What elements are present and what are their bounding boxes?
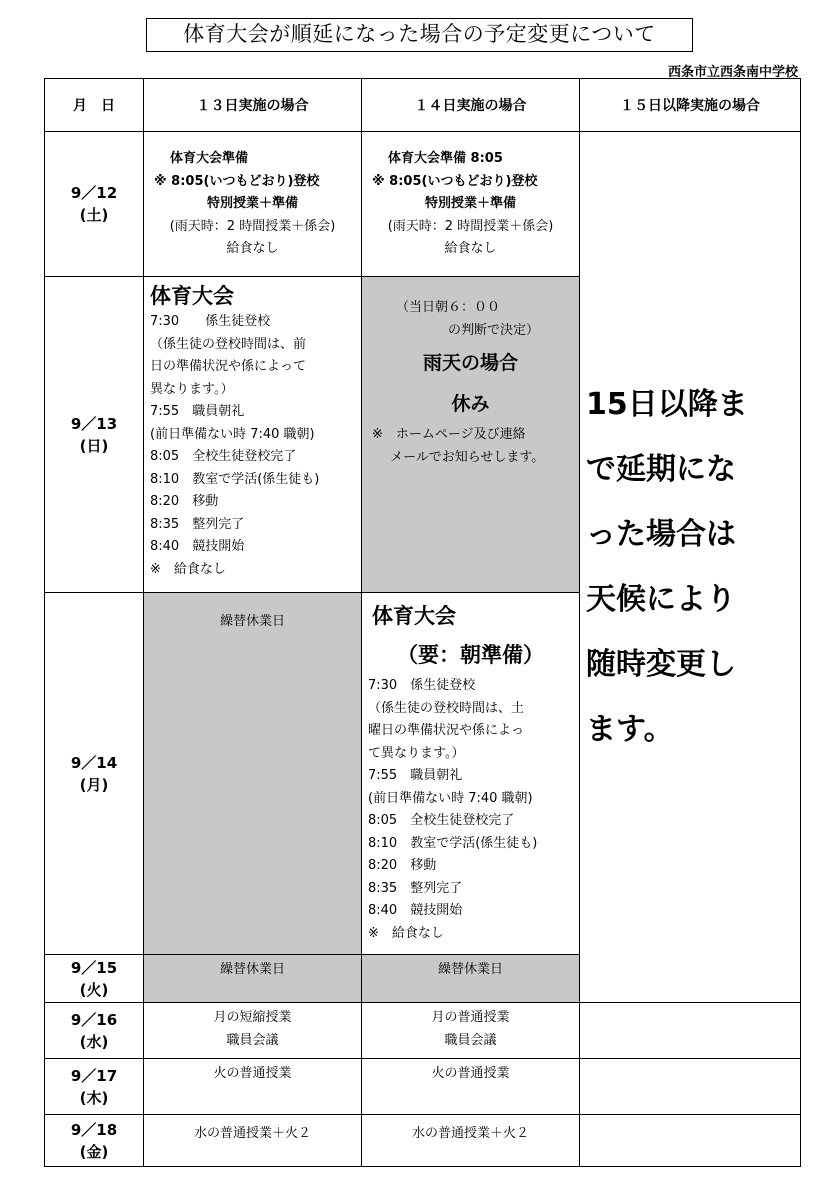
page-title: 体育大会が順延になった場合の予定変更について — [146, 18, 693, 52]
cell-13: 体育大会準備 ※ 8:05(いつもどおり)登校 特別授業＋準備 (雨天時：2 時間授業＋係会) 給食なし — [144, 132, 362, 277]
cell-13: 月の短縮授業 職員会議 — [144, 1003, 362, 1059]
date-cell: 9／15 (火) — [45, 955, 144, 1003]
table-row — [45, 1059, 801, 1115]
table-row — [45, 1003, 801, 1059]
empty-cell — [580, 1115, 801, 1167]
school-name: 西条市立西条南中学校 — [667, 65, 798, 80]
header-row — [45, 79, 801, 132]
cell-14: 水の普通授業＋火２ — [362, 1115, 580, 1167]
postponement-note: 15日以降ま で延期にな った場合は 天候により 随時変更し ます。 — [580, 132, 801, 1003]
empty-cell — [580, 1003, 801, 1059]
cell-14: 月の普通授業 職員会議 — [362, 1003, 580, 1059]
header-14: １４日実施の場合 — [362, 79, 580, 132]
date-cell: 9／12 (土) — [45, 132, 144, 277]
date-cell: 9／14 (月) — [45, 593, 144, 955]
header-13: １３日実施の場合 — [144, 79, 362, 132]
cell-14: 体育大会準備 8:05 ※ 8:05(いつもどおり)登校 特別授業＋準備 (雨天時：2 時間授業＋係会) 給食なし — [362, 132, 580, 277]
cell-14: 体育大会 （要：朝準備） 7:30 係生徒登校 （係生徒の登校時間は、土 曜日の準備状況や係によっ て異なります。） 7:55 職員朝礼 (前日準備ない時 7:40 職朝) 8:05 全校生徒登校完了 8:10 教室で学活(係生徒も) 8:20 移動 8:35 整列完了 8:40 競技開始 ※ 給食なし — [362, 593, 580, 955]
date-cell: 9／13 (日) — [45, 277, 144, 593]
empty-cell — [580, 1059, 801, 1115]
cell-13: 水の普通授業＋火２ — [144, 1115, 362, 1167]
date-cell: 9／18 (金) — [45, 1115, 144, 1167]
table-row — [45, 1115, 801, 1167]
cell-14: 繰替休業日 — [362, 955, 580, 1003]
cell-13: 繰替休業日 — [144, 955, 362, 1003]
cell-14: 火の普通授業 — [362, 1059, 580, 1115]
date-cell: 9／16 (水) — [45, 1003, 144, 1059]
cell-13: 火の普通授業 — [144, 1059, 362, 1115]
header-15: １５日以降実施の場合 — [580, 79, 801, 132]
cell-13: 繰替休業日 — [144, 593, 362, 955]
table-row — [45, 132, 801, 277]
header-date: 月 日 — [45, 79, 144, 132]
cell-13: 体育大会 7:30 係生徒登校 （係生徒の登校時間は、前 日の準備状況や係によって 異なります。） 7:55 職員朝礼 (前日準備ない時 7:40 職朝) 8:05 全校生徒登校完了 8:10 教室で学活(係生徒も) 8:20 移動 8:35 整列完了 8:40 競技開始 ※ 給食なし — [144, 277, 362, 593]
schedule-table — [44, 78, 801, 1167]
date-cell: 9／17 (木) — [45, 1059, 144, 1115]
cell-14: （当日朝６：００ の判断で決定） 雨天の場合 休み ※ ホームページ及び連絡 メールでお知らせします。 — [362, 277, 580, 593]
